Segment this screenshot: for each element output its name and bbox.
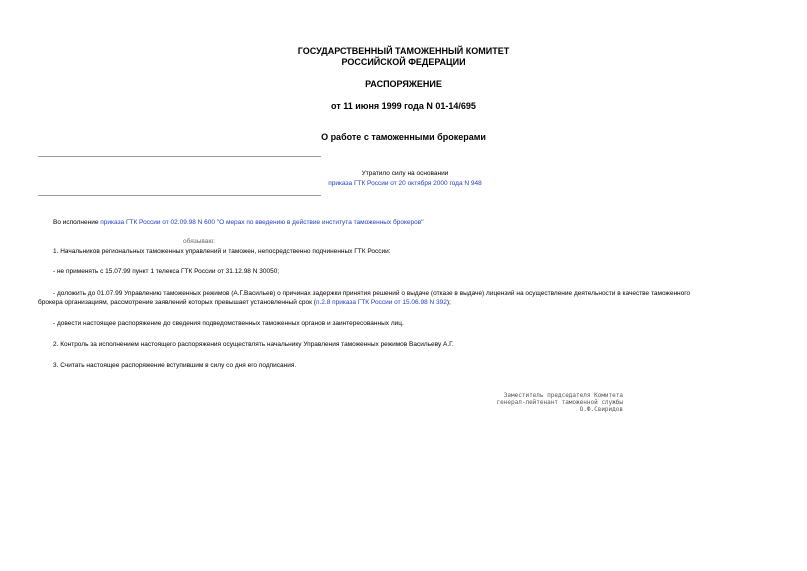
paragraph-3-suffix: );: [446, 299, 451, 306]
paragraph-3-line2: [38, 299, 451, 307]
paragraph-2: - не применять с 15.07.99 пункт 1 телекса ГТК России от 31.12.98 N 30050;: [53, 268, 280, 275]
org-title-line1: ГОСУДАРСТВЕННЫЙ ТАМОЖЕННЫЙ КОМИТЕТ: [297, 46, 510, 56]
paragraph-6: 3. Считать настоящее распоряжение вступившим в силу со дня его подписания.: [53, 362, 297, 369]
document-date: от 11 июня 1999 года N 01-14/695: [331, 101, 476, 111]
intro-order-link[interactable]: приказа ГТК России от 02.09.98 N 600 "О мерах по введению в действие института таможенных брокеров": [100, 219, 424, 226]
intro-paragraph: [53, 219, 424, 227]
document-subject: О работе с таможенными брокерами: [321, 132, 486, 142]
org-title-line2: РОССИЙСКОЙ ФЕДЕРАЦИИ: [341, 57, 466, 67]
document-type: РАСПОРЯЖЕНИЕ: [365, 79, 442, 89]
paragraph-1: 1. Начальников региональных таможенных управлений и таможен, непосредственно подчиненных ГТК России:: [53, 248, 391, 255]
paragraph-4: - довести настоящее распоряжение до сведения подведомственных таможенных органов и заинтересованных лиц.: [53, 320, 404, 327]
order-392-link[interactable]: п.2.8 приказа ГТК России от 15.06.98 N 392: [315, 299, 447, 306]
paragraph-5: 2. Контроль за исполнением настоящего распоряжения осуществлять начальнику Управления таможенных режимов Васильеву А.Г.: [53, 341, 454, 348]
divider-bottom: [38, 195, 321, 196]
status-link[interactable]: приказа ГТК России от 20 октября 2000 года N 948: [328, 180, 482, 187]
signature-title: Заместитель председателя Комитета: [503, 392, 623, 399]
status-text: Утратило силу на основании: [361, 170, 449, 177]
divider-top: [38, 156, 321, 157]
signature-block: [468, 392, 623, 413]
intro-prefix: Во исполнение: [53, 219, 101, 226]
paragraph-3-prefix: брокера организациям, рассмотрение заявлений которых превышает установленный срок (: [38, 299, 316, 306]
signature-rank: генерал-лейтенант таможенной службы: [496, 399, 623, 406]
signature-name: О.Ф.Свиридов: [579, 406, 623, 413]
obligate-word: обязываю:: [183, 238, 216, 245]
paragraph-3-line1: - доложить до 01.07.99 Управлению таможенных режимов (А.Г.Васильев) о причинах задержки принятия решений о выдаче (отказе в выдаче) лицензий на осуществление деятельности в качестве таможенного: [53, 290, 691, 297]
